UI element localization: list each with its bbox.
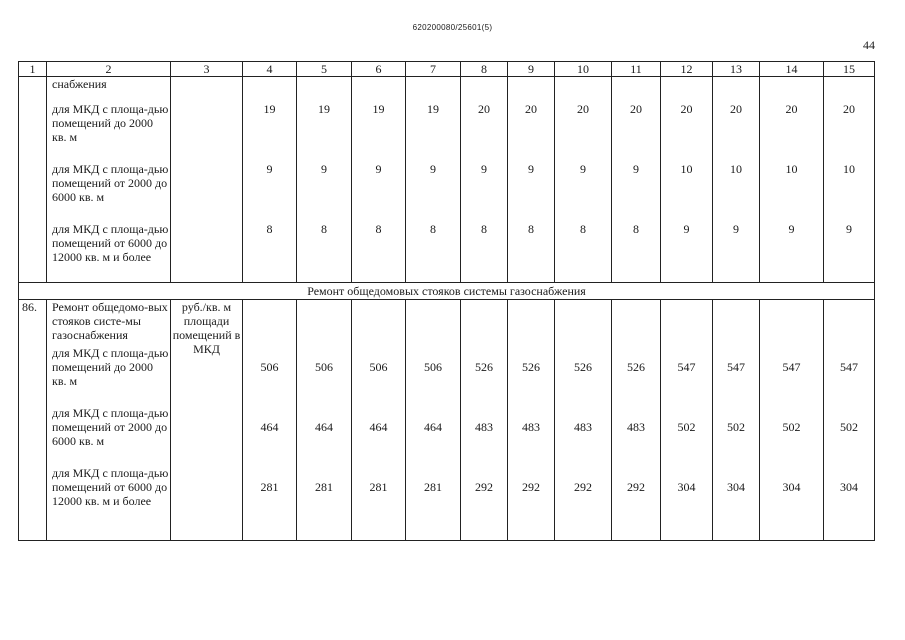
- value-cell: 281: [369, 480, 388, 494]
- value-cell: 9: [733, 222, 739, 236]
- value-cell: 20: [630, 102, 642, 116]
- value-cell: 9: [788, 222, 795, 236]
- value-cell: 281: [424, 480, 442, 494]
- value-cell: 464: [260, 420, 279, 434]
- column-number: 13: [713, 62, 760, 77]
- page-number: 44: [863, 38, 875, 52]
- value-column-cell: [661, 77, 713, 283]
- value-cell: 506: [315, 360, 333, 374]
- column-number: 9: [508, 62, 555, 77]
- value-cell: 9: [375, 162, 382, 176]
- value-cell: 292: [574, 480, 592, 494]
- value-column-cell: [555, 300, 612, 541]
- value-column-cell: [297, 77, 352, 283]
- row-number: 86.: [19, 300, 47, 541]
- value-cell: 20: [785, 102, 798, 116]
- description-cell: [47, 77, 171, 283]
- value-cell: 8: [321, 222, 327, 236]
- row-label: для МКД с площа-дью помещений до 2000 кв. м: [52, 346, 169, 388]
- section-title-row: [19, 283, 875, 300]
- value-column-cell: [661, 300, 713, 541]
- value-column-cell: [824, 300, 875, 541]
- column-number: 8: [461, 62, 508, 77]
- value-cell: 502: [782, 420, 801, 434]
- value-cell: 9: [633, 162, 639, 176]
- value-cell: 292: [522, 480, 540, 494]
- value-column-cell: [352, 300, 406, 541]
- value-column-cell: [461, 77, 508, 283]
- value-cell: 483: [522, 420, 540, 434]
- value-cell: 526: [522, 360, 540, 374]
- value-cell: 483: [627, 420, 645, 434]
- value-cell: 304: [677, 480, 696, 494]
- value-cell: 20: [577, 102, 589, 116]
- description-cell: [47, 300, 171, 541]
- row-label: для МКД с площа-дью помещений от 2000 до 6000 кв. м: [52, 406, 169, 448]
- column-number: 10: [555, 62, 612, 77]
- value-cell: 292: [475, 480, 493, 494]
- value-column-cell: [508, 77, 555, 283]
- rates-table: [18, 61, 875, 541]
- value-cell: 9: [321, 162, 327, 176]
- row-number-cell: [19, 77, 47, 283]
- value-cell: 10: [680, 162, 693, 176]
- value-column-cell: [713, 300, 760, 541]
- value-cell: 9: [528, 162, 534, 176]
- value-cell: 483: [574, 420, 592, 434]
- value-cell: 9: [266, 162, 273, 176]
- column-number: 4: [243, 62, 297, 77]
- value-cell: 547: [727, 360, 745, 374]
- row-label: для МКД с площа-дью помещений от 6000 до 12000 кв. м и более: [52, 222, 169, 264]
- value-cell: 19: [372, 102, 385, 116]
- value-column-cell: [297, 300, 352, 541]
- value-cell: 304: [840, 480, 858, 494]
- value-cell: 304: [727, 480, 745, 494]
- value-cell: 8: [430, 222, 436, 236]
- value-column-cell: [461, 300, 508, 541]
- section-title: Ремонт общедомовых стояков системы газоснабжения: [19, 283, 875, 300]
- value-column-cell: [555, 77, 612, 283]
- value-cell: 10: [843, 162, 855, 176]
- column-number: 15: [824, 62, 875, 77]
- unit-cell: [171, 300, 243, 541]
- value-cell: 8: [481, 222, 487, 236]
- value-cell: 19: [427, 102, 439, 116]
- column-number: 7: [406, 62, 461, 77]
- value-cell: 506: [369, 360, 388, 374]
- group-title-tail: снабжения: [52, 77, 107, 91]
- column-number-row: [19, 62, 875, 77]
- value-cell: 281: [315, 480, 333, 494]
- value-column-cell: [508, 300, 555, 541]
- unit-label: руб./кв. м площади помещений в МКД: [172, 300, 241, 356]
- value-column-cell: [243, 300, 297, 541]
- value-cell: 281: [260, 480, 279, 494]
- value-column-cell: [824, 77, 875, 283]
- value-cell: 547: [677, 360, 696, 374]
- continued-group-row: [19, 77, 875, 283]
- value-cell: 9: [481, 162, 487, 176]
- value-cell: 547: [840, 360, 858, 374]
- value-cell: 9: [846, 222, 852, 236]
- column-number: 2: [47, 62, 171, 77]
- value-cell: 304: [782, 480, 801, 494]
- value-cell: 483: [475, 420, 493, 434]
- column-number: 6: [352, 62, 406, 77]
- value-cell: 8: [580, 222, 586, 236]
- value-cell: 20: [843, 102, 855, 116]
- unit-cell: [171, 77, 243, 283]
- value-cell: 526: [574, 360, 592, 374]
- column-number: 12: [661, 62, 713, 77]
- row-label: для МКД с площа-дью помещений от 6000 до 12000 кв. м и более: [52, 466, 169, 508]
- value-cell: 19: [318, 102, 330, 116]
- value-cell: 502: [677, 420, 696, 434]
- value-column-cell: [760, 77, 824, 283]
- value-cell: 464: [424, 420, 442, 434]
- value-cell: 9: [430, 162, 436, 176]
- value-column-cell: [713, 77, 760, 283]
- value-cell: 10: [730, 162, 742, 176]
- value-column-cell: [612, 77, 661, 283]
- column-number: 14: [760, 62, 824, 77]
- value-cell: 8: [528, 222, 534, 236]
- value-cell: 464: [315, 420, 333, 434]
- item-86-row: [19, 300, 875, 541]
- column-number: 5: [297, 62, 352, 77]
- value-cell: 8: [633, 222, 639, 236]
- value-cell: 526: [475, 360, 493, 374]
- value-cell: 20: [525, 102, 537, 116]
- value-cell: 506: [424, 360, 442, 374]
- value-column-cell: [760, 300, 824, 541]
- value-cell: 292: [627, 480, 645, 494]
- column-number: 11: [612, 62, 661, 77]
- item-name: Ремонт общедомо-вых стояков систе-мы газоснабжения: [52, 300, 168, 342]
- value-column-cell: [612, 300, 661, 541]
- value-cell: 8: [375, 222, 382, 236]
- value-cell: 502: [727, 420, 745, 434]
- value-column-cell: [352, 77, 406, 283]
- value-cell: 8: [266, 222, 273, 236]
- value-cell: 20: [478, 102, 490, 116]
- value-column-cell: [406, 77, 461, 283]
- value-column-cell: [243, 77, 297, 283]
- value-cell: 9: [580, 162, 586, 176]
- value-cell: 502: [840, 420, 858, 434]
- document-code: 620200080/25601(5): [412, 23, 493, 32]
- value-cell: 526: [627, 360, 645, 374]
- value-cell: 506: [260, 360, 279, 374]
- value-cell: 19: [263, 102, 276, 116]
- row-label: для МКД с площа-дью помещений от 2000 до 6000 кв. м: [52, 162, 169, 204]
- column-number: 3: [171, 62, 243, 77]
- value-cell: 20: [680, 102, 693, 116]
- value-cell: 10: [785, 162, 798, 176]
- column-number: 1: [19, 62, 47, 77]
- value-cell: 9: [683, 222, 690, 236]
- value-cell: 20: [730, 102, 742, 116]
- value-cell: 464: [369, 420, 388, 434]
- value-column-cell: [406, 300, 461, 541]
- value-cell: 547: [782, 360, 801, 374]
- row-label: для МКД с площа-дью помещений до 2000 кв. м: [52, 102, 169, 144]
